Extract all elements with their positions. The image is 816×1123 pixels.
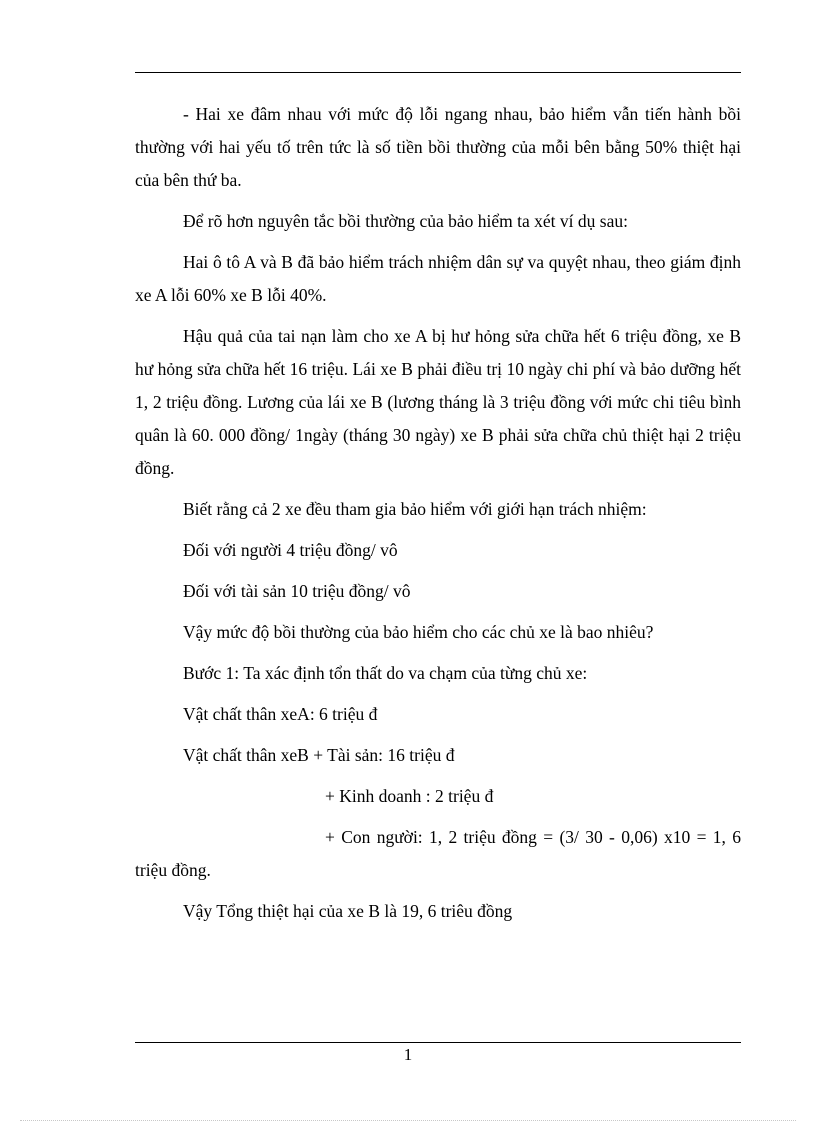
paragraph-limit-person: Đối với người 4 triệu đồng/ vô xyxy=(183,540,398,560)
paragraph-question: Vậy mức độ bồi thường của bảo hiểm cho các chủ xe là bao nhiêu? xyxy=(183,622,654,642)
footer-rule xyxy=(135,1042,741,1043)
paragraph-two-cars: Hai ô tô A và B đã bảo hiểm trách nhiệm dân sự va quyệt nhau, theo giám định xe A lỗi 60% xe B lỗi 40%. xyxy=(135,252,741,305)
page-number: 1 xyxy=(403,1045,413,1064)
paragraph-step-1: Bước 1: Ta xác định tổn thất do va chạm của từng chủ xe: xyxy=(183,663,588,683)
paragraph-equal-fault: - Hai xe đâm nhau với mức độ lỗi ngang nhau, bảo hiểm vẫn tiến hành bồi thường với hai yếu tố trên tức là số tiền bồi thường của mỗi bên bằng 50% thiệt hại của bên thứ ba. xyxy=(135,104,741,190)
paragraph-limit-property: Đối với tài sản 10 triệu đồng/ vô xyxy=(183,581,411,601)
paragraph-car-b-property: Vật chất thân xeB + Tài sản: 16 triệu đ xyxy=(183,745,455,765)
paragraph-total-car-b: Vậy Tổng thiệt hại của xe B là 19, 6 triêu đồng xyxy=(183,901,513,921)
header-rule xyxy=(135,72,741,73)
page-body xyxy=(135,98,741,936)
paragraph-car-b-person: + Con người: 1, 2 triệu đồng = (3/ 30 - 0,06) x10 = 1, 6 triệu đồng. xyxy=(135,827,741,880)
paragraph-example-intro: Để rõ hơn nguyên tắc bồi thường của bảo hiểm ta xét ví dụ sau: xyxy=(183,211,628,231)
paragraph-car-b-business: + Kinh doanh : 2 triệu đ xyxy=(325,786,494,806)
paragraph-consequences: Hậu quả của tai nạn làm cho xe A bị hư hỏng sửa chữa hết 6 triệu đồng, xe B hư hỏng sửa chữa hết 16 triệu. Lái xe B phải điều trị 10 ngày chi phí và bảo dưỡng hết 1, 2 triệu đồng. Lương của lái xe B (lương tháng là 3 triệu đồng với mức chi tiêu bình quân là 60. 000 đồng/ 1ngày (tháng 30 ngày) xe B phải sửa chữa chủ thiệt hại 2 triệu đồng. xyxy=(135,326,741,478)
paragraph-car-a-damage: Vật chất thân xeA: 6 triệu đ xyxy=(183,704,378,724)
page-edge-dotted-line xyxy=(20,1120,796,1121)
paragraph-liability-limit: Biết rằng cả 2 xe đều tham gia bảo hiểm với giới hạn trách nhiệm: xyxy=(183,499,647,519)
